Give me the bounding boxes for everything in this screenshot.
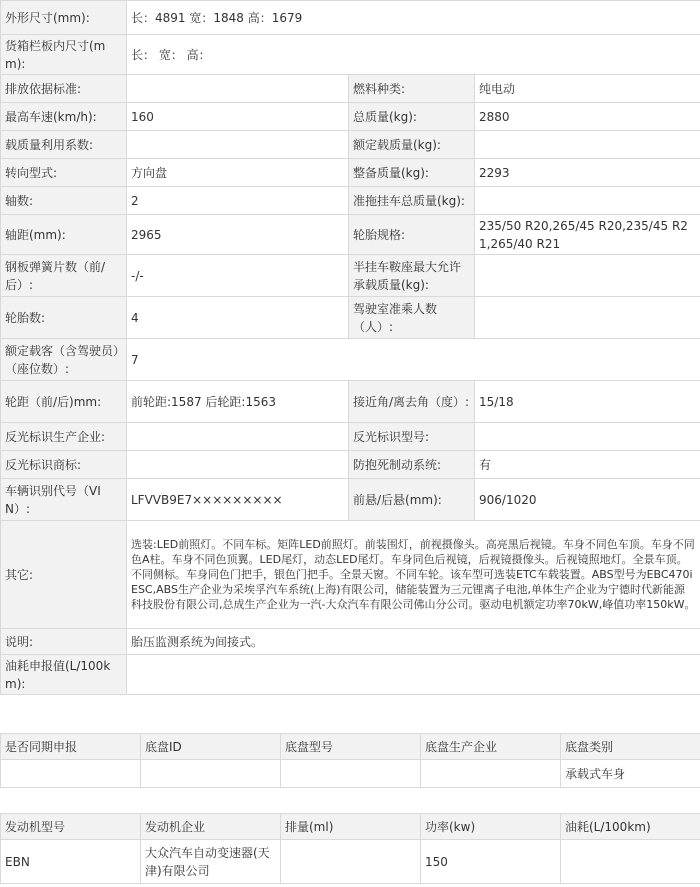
total-mass-label: 总质量(kg):: [349, 103, 475, 131]
remarks-value: 胎压监测系统为间接式。: [127, 629, 700, 655]
load-util-value: [127, 131, 349, 159]
tire-spec-label: 轮胎规格:: [349, 215, 475, 255]
chassis-cell: [141, 760, 281, 788]
tire-count-label: 轮胎数:: [1, 297, 127, 339]
trailer-mass-value: [475, 187, 700, 215]
cab-seats-value: [475, 297, 700, 339]
engine-cell: EBN: [1, 840, 141, 884]
max-speed-value: 160: [127, 103, 349, 131]
steering-value: 方向盘: [127, 159, 349, 187]
remarks-label: 说明:: [1, 629, 127, 655]
emission-std-value: [127, 75, 349, 103]
wheelbase-value: 2965: [127, 215, 349, 255]
saddle-mass-value: [475, 255, 700, 297]
cargo-box-value: 长： 宽： 高：: [127, 35, 700, 75]
engine-cell: [281, 840, 421, 884]
engine-header-cell: 发动机企业: [141, 814, 281, 840]
trailer-mass-label: 准拖挂车总质量(kg):: [349, 187, 475, 215]
chassis-header-cell: 是否同期申报: [1, 734, 141, 760]
engine-header-cell: 发动机型号: [1, 814, 141, 840]
total-mass-value: 2880: [475, 103, 700, 131]
fuel-type-value: 纯电动: [475, 75, 700, 103]
fuel-cons-value: [127, 655, 700, 695]
load-util-label: 载质量利用系数:: [1, 131, 127, 159]
chassis-header-cell: 底盘类别: [561, 734, 700, 760]
reflector-brand-label: 反光标识商标:: [1, 451, 127, 479]
overhang-label: 前悬/后悬(mm):: [349, 479, 475, 521]
engine-cell: 大众汽车自动变速器(天津)有限公司: [141, 840, 281, 884]
chassis-cell: [281, 760, 421, 788]
reflector-mfr-label: 反光标识生产企业:: [1, 423, 127, 451]
chassis-cell: [421, 760, 561, 788]
engine-header-cell: 油耗(L/100km): [561, 814, 700, 840]
engine-cell: 150: [421, 840, 561, 884]
axles-value: 2: [127, 187, 349, 215]
other-label: 其它:: [1, 521, 127, 629]
track-value: 前轮距:1587 后轮距:1563: [127, 381, 349, 423]
vin-label: 车辆识别代号（VIN）:: [1, 479, 127, 521]
chassis-cell: 承载式车身: [561, 760, 700, 788]
reflector-brand-value: [127, 451, 349, 479]
chassis-table: [0, 733, 700, 788]
tire-count-value: 4: [127, 297, 349, 339]
axles-label: 轴数:: [1, 187, 127, 215]
curb-mass-label: 整备质量(kg):: [349, 159, 475, 187]
approach-label: 接近角/离去角（度）:: [349, 381, 475, 423]
saddle-mass-label: 半挂车鞍座最大允许承载质量(kg):: [349, 255, 475, 297]
leaf-springs-value: -/-: [127, 255, 349, 297]
vin-value: LFVVB9E7×××××××××: [127, 479, 349, 521]
dimensions-label: 外形尺寸(mm):: [1, 1, 127, 35]
engine-cell: [561, 840, 700, 884]
engine-header-cell: 功率(kw): [421, 814, 561, 840]
overhang-value: 906/1020: [475, 479, 700, 521]
steering-label: 转向型式:: [1, 159, 127, 187]
rated-load-label: 额定载质量(kg):: [349, 131, 475, 159]
cab-seats-label: 驾驶室准乘人数（人）:: [349, 297, 475, 339]
dimensions-value: 长：4891 宽：1848 高：1679: [127, 1, 700, 35]
curb-mass-value: 2293: [475, 159, 700, 187]
reflector-mfr-value: [127, 423, 349, 451]
wheelbase-label: 轴距(mm):: [1, 215, 127, 255]
chassis-header-cell: 底盘型号: [281, 734, 421, 760]
emission-std-label: 排放依据标准:: [1, 75, 127, 103]
abs-value: 有: [475, 451, 700, 479]
rated-passengers-value: 7: [127, 339, 700, 381]
max-speed-label: 最高车速(km/h):: [1, 103, 127, 131]
reflector-model-value: [475, 423, 700, 451]
other-value: 选装:LED前照灯。不同车标。矩阵LED前照灯。前装围灯，前视摄像头。高亮黑后视镜。车身不同色车顶。车身不同色A柱。车身不同色顶翼。LED尾灯，动态LED尾灯。车身同色后视镜，后视镜摄像头。后视镜照地灯。全景车顶。不同侧标。车身同色门把手，银色门把手。全景天窗。不同车轮。该车型可选装ETC车载装置。ABS型号为EBC470iESC,ABS生产企业为采埃孚汽车系统(上海)有限公司，储能装置为三元锂离子电池,单体生产企业为宁德时代新能源科技股份有限公司,总成生产企业为一汽-大众汽车有限公司佛山分公司。驱动电机额定功率70kW,峰值功率150kW。: [127, 521, 700, 629]
reflector-model-label: 反光标识型号:: [349, 423, 475, 451]
leaf-springs-label: 钢板弹簧片数（前/后）:: [1, 255, 127, 297]
fuel-type-label: 燃料种类:: [349, 75, 475, 103]
chassis-header-cell: 底盘ID: [141, 734, 281, 760]
rated-passengers-label: 额定载客（含驾驶员）（座位数）:: [1, 339, 127, 381]
engine-table: [0, 813, 700, 884]
engine-header-cell: 排量(ml): [281, 814, 421, 840]
chassis-cell: [1, 760, 141, 788]
chassis-header-cell: 底盘生产企业: [421, 734, 561, 760]
fuel-cons-label: 油耗申报值(L/100km):: [1, 655, 127, 695]
rated-load-value: [475, 131, 700, 159]
track-label: 轮距（前/后)mm:: [1, 381, 127, 423]
cargo-box-label: 货箱栏板内尺寸(mm):: [1, 35, 127, 75]
approach-value: 15/18: [475, 381, 700, 423]
tire-spec-value: 235/50 R20,265/45 R20,235/45 R21,265/40 R21: [475, 215, 700, 255]
abs-label: 防抱死制动系统:: [349, 451, 475, 479]
